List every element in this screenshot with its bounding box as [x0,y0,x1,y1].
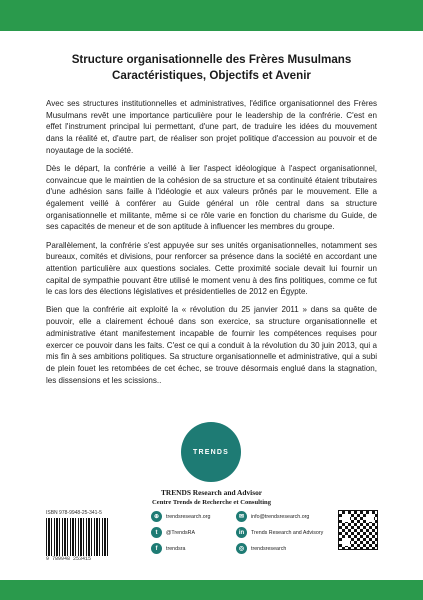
isbn-label: ISBN 978-9948-25-341-5 [46,510,102,516]
title-line-1: Structure organisationnelle des Frères Musulmans [71,53,352,66]
paragraph-2: Dès le départ, la confrérie a veillé à lier l'aspect idéologique à l'aspect organisationnel, convaincue que le maintien de la cohésion de sa structure et sa continuité étaient tributaires d'une adhésion sans faille à l'idéologie et aux valeurs prônés par le mouvement. Elle a également veillé à conférer au Guide général un rôle central dans sa structure organisationnelle et militante, même si ce rôle varie en fonction du charisme du Guide, de ses capacités de meneur et de son aptitude à influencer les membres du groupe. [46,163,377,232]
facebook-text: trendsra [166,545,186,552]
facebook-icon: f [151,543,162,554]
instagram-text: trendsresearch [251,545,287,552]
mail-icon: ✉ [236,511,247,522]
publisher-name: TRENDS Research and Advisor [160,488,263,497]
barcode-icon [46,518,110,556]
contact-twitter[interactable] [151,527,195,538]
bottom-green-band [0,580,423,600]
contact-facebook[interactable] [151,543,185,554]
paragraph-3: Parallèlement, la confrérie s'est appuyée sur ses unités organisationnelles, notamment ses bureaux, comités et divisions, pour renforcer sa présence dans la société en accordant une attention particulière aux questions sociales. Cette proximité sociale devait lui fournir un capital de sympathie pouvant être utilisé le moment venu à des fins politiques, comme ce fut le cas lors des élections législatives et présidentielles de 2012 en Égypte. [46,240,377,297]
book-title [40,52,383,84]
globe-icon: ⊕ [151,511,162,522]
contact-instagram[interactable] [236,543,286,554]
contact-website[interactable] [151,511,210,522]
instagram-icon: ◎ [236,543,247,554]
isbn-block [46,510,112,568]
qr-code-icon [338,510,378,550]
linkedin-text: Trends Research and Advisory [251,529,324,536]
paragraph-1: Avec ses structures institutionnelles et administratives, l'édifice organisationnel des Frères Musulmans revêt une importance particulière pour le leadership de la confrérie. C'est en effet l'instrument principal lui permettant, d'une part, de traduire les idées du mouvement dans la réalité et, d'autre part, de réaliser son projet politique d'accession au pouvoir et de noyautage de la société. [46,99,377,155]
twitter-icon: t [151,527,162,538]
title-line-2: Caractéristiques, Objectifs et Avenir [112,69,311,82]
trends-logo [181,422,241,482]
top-green-band [0,0,423,31]
summary-text [46,98,377,393]
website-text: trendsresearch.org [166,513,211,520]
linkedin-icon: in [236,527,247,538]
isbn-number: 9 789948 253415 [46,556,92,562]
paragraph-4: Bien que la confrérie ait exploité la « révolution du 25 janvier 2011 » dans sa quête de pouvoir, elle a clairement échoué dans son exercice, sa structure organisationnelle et administrative étant manifestement incapable de fournir les compétences requises pour exercer ce pouvoir dans les faits. C'est ce qui a conduit à la révolution du 30 juin 2013, qui a mis fin à ses ambitions politiques. Sa structure organisationnelle et administrative, qui a subi de plein fouet les retombées de cet échec, se trouve désormais englué dans la stagnation, les dissensions et les scissions.. [46,305,377,385]
logo-text: TRENDS [193,448,229,456]
twitter-text: @TrendsRA [166,529,196,536]
contact-email[interactable] [236,511,309,522]
contact-linkedin[interactable] [236,527,323,538]
publisher-subtitle: Centre Trends de Recherche et Consulting [152,499,271,506]
email-text: info@trendsresearch.org [251,513,310,520]
